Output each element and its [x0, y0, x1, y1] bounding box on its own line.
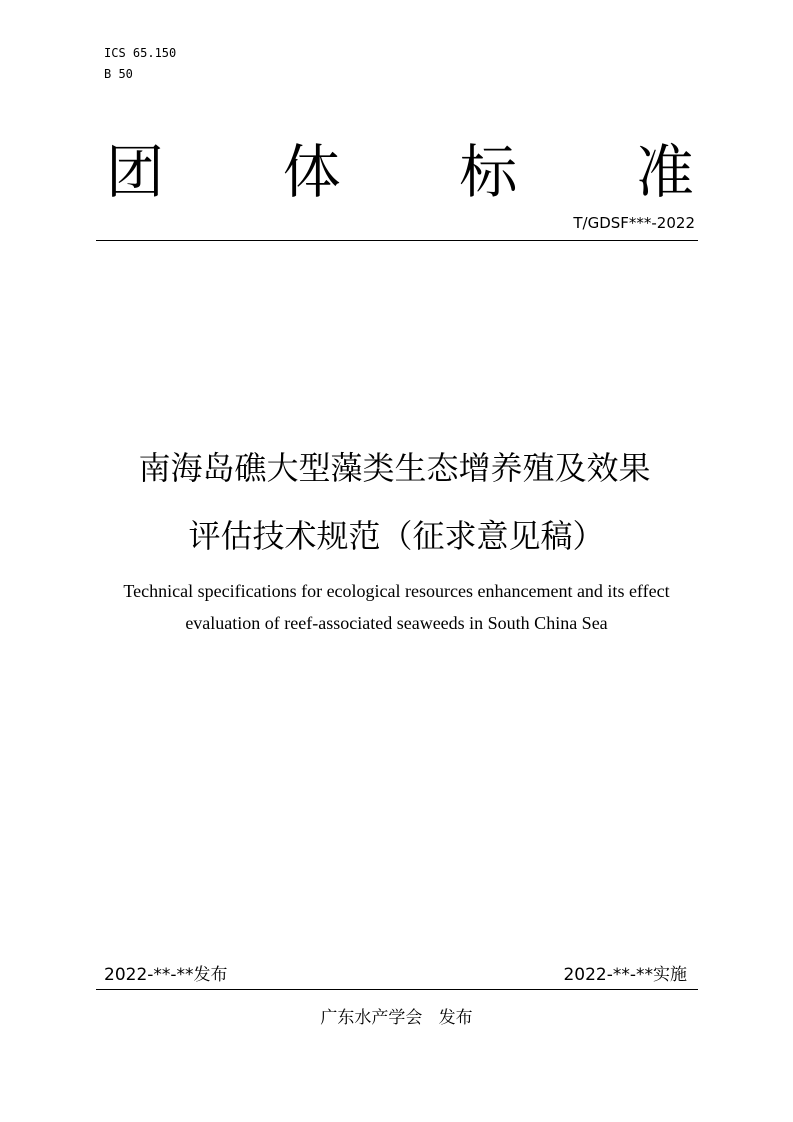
- standard-type-char-4: 准: [635, 138, 694, 206]
- standard-type-heading: [106, 138, 694, 206]
- chinese-title-line-2: 评估技术规范（征求意见稿）: [188, 517, 605, 555]
- top-divider: [96, 240, 698, 241]
- implement-date: 2022-**-**实施: [563, 965, 687, 985]
- standard-type-char-1: 团: [106, 138, 165, 206]
- publisher: 广东水产学会 发布: [320, 1008, 473, 1028]
- english-title-line-2: evaluation of reef-associated seaweeds in South China Sea: [185, 613, 608, 633]
- bottom-divider: [96, 989, 698, 990]
- english-title-line-1: Technical specifications for ecological resources enhancement and its effect: [123, 581, 670, 601]
- standard-number: T/GDSF***-2022: [573, 214, 695, 232]
- publish-date: 2022-**-**发布: [104, 965, 228, 985]
- ics-code: ICS 65.150: [104, 46, 177, 60]
- standard-type-char-3: 标: [459, 138, 518, 206]
- chinese-title-line-1: 南海岛礁大型藻类生态增养殖及效果: [138, 449, 651, 487]
- classification-code: B 50: [104, 67, 133, 81]
- standard-type-char-2: 体: [282, 138, 341, 206]
